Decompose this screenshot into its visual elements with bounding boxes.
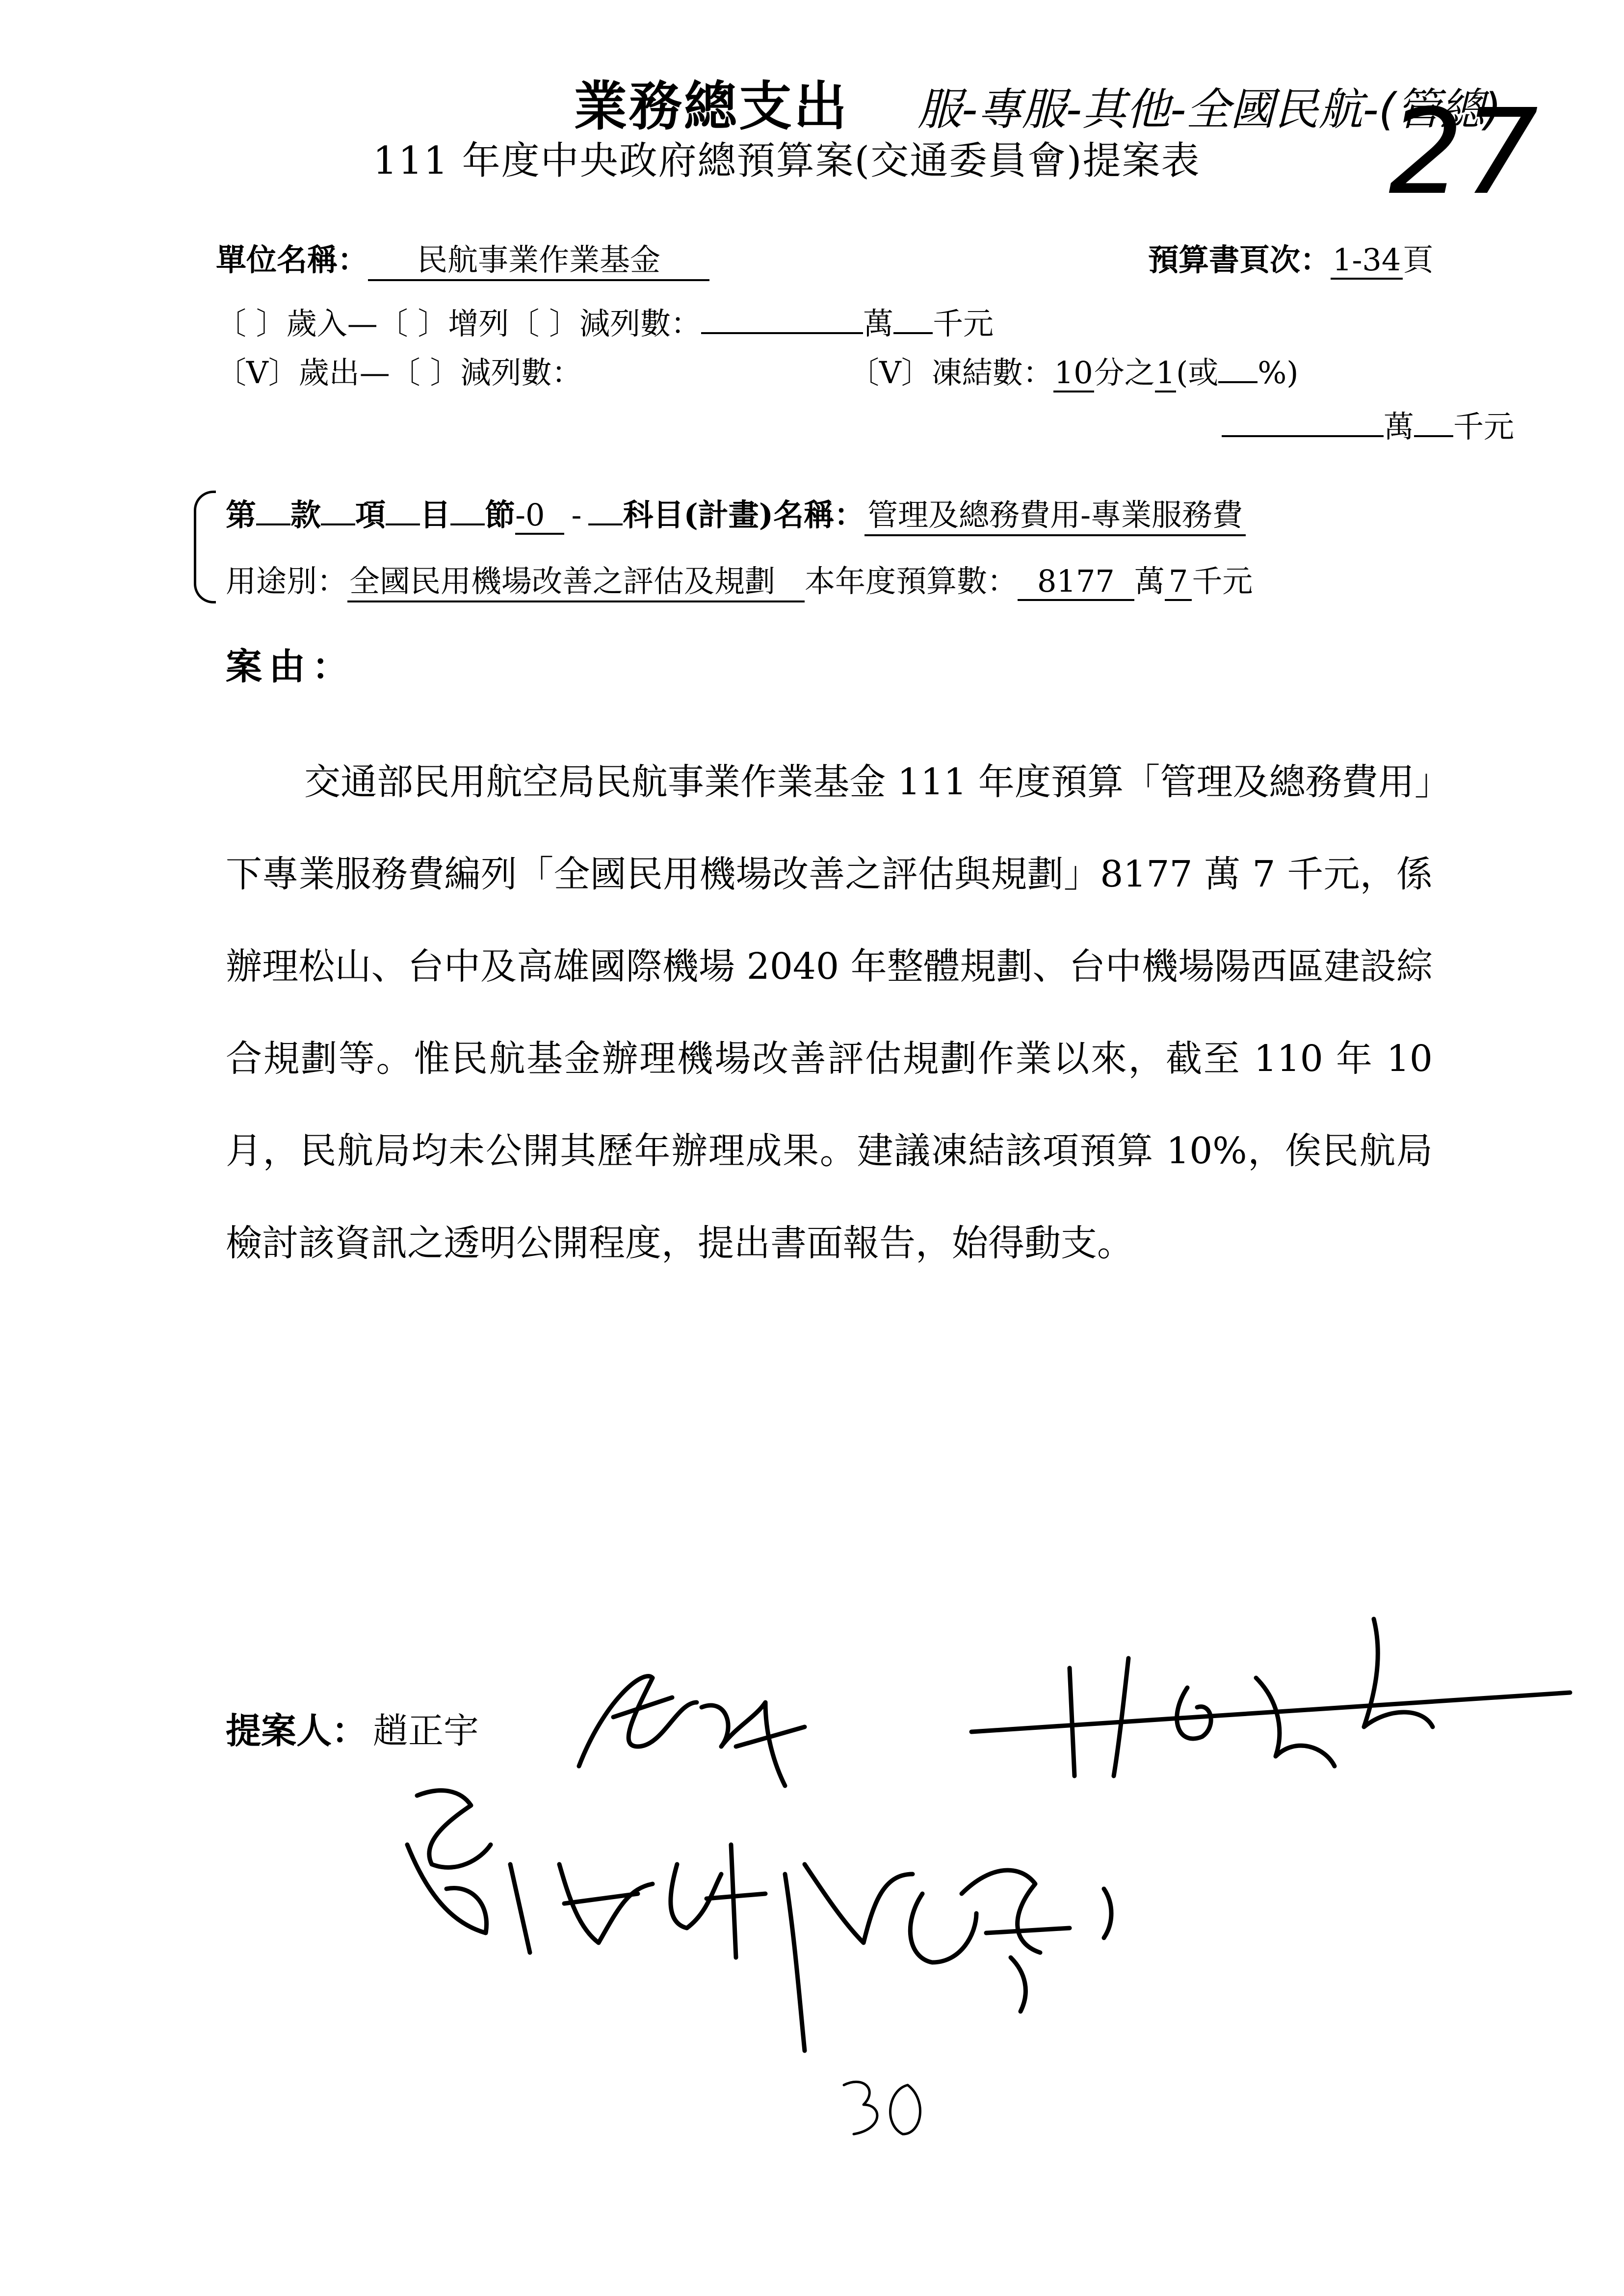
freeze-wan: 萬 [1384,409,1414,444]
revenue-text: 〔 〕歲入—〔 〕增列〔 〕減列數： [216,306,702,341]
revenue-qian: 千元 [933,306,994,341]
unit-value: 民航事業作業基金 [368,235,709,281]
reason-text: 交通部民用航空局民航事業作業基金 111 年度預算「管理及總務費用」下專業服務費編列「全國民用機場改善之評估與規劃」8177 萬 7 千元，係辦理松山、台中及高雄國際機場 2040 年整體規劃、台中機場陽西區建設綜合規劃等。惟民航基金辦理機場改善評估規劃作業以來，截至 110 年 10 月，民航局均未公開其歷年辦理成果。建議凍結該項預算 10%，俟民航局檢討該資訊之透明公開程度，提出書面報告，始得動支。 [226,761,1433,1264]
budget-wan-value: 8177 [1018,563,1134,601]
item-plan-name: 管理及總務費用-專業服務費 [864,491,1246,536]
freeze-or: (或 [1176,355,1219,391]
signature-4 [785,1864,1111,2051]
item-xiang: 項 [355,497,386,533]
freeze-pct: %) [1257,355,1299,391]
item-mu: 目 [420,497,451,533]
signature-1 [579,1676,805,1786]
reason-label: 案由： [226,646,355,688]
budget-label: 本年度預算數： [805,563,1018,599]
document-subtitle: 111 年度中央政府總預算案(交通委員會)提案表 [373,139,1201,183]
revenue-wan: 萬 [863,306,894,341]
item-jie: 節 [485,497,516,533]
signature-3 [407,1791,765,1957]
document-title: 業務總支出 [574,76,849,137]
proposer-label: 提案人： [226,1710,367,1751]
budget-page-suffix: 頁 [1403,242,1434,278]
handwritten-page-number: 27 [1388,83,1539,221]
budget-page-value: 1-34 [1331,242,1403,280]
freeze-denominator: 1 [1155,355,1176,392]
item-kuan-prefix: 第 [226,497,257,533]
handwritten-category-note: 服-專服-其他-全國民航-(管總) [917,84,1502,135]
unit-label: 單位名稱： [216,242,368,278]
bottom-handwritten-mark [844,2082,920,2134]
item-kuan: 款 [290,497,321,533]
signature-2 [971,1619,1570,1776]
purpose-value: 全國民用機場改善之評估及規劃 [347,557,805,602]
item-plan-label: 科目(計畫)名稱： [623,497,865,533]
item-jie-value: -0 [515,497,564,535]
proposer-name: 趙正宇 [373,1710,479,1751]
budget-qian-value: 7 [1165,563,1192,601]
freeze-label: 〔V〕凍結數： [849,355,1053,391]
budget-wan-unit: 萬 [1134,563,1165,599]
freeze-qian: 千元 [1453,409,1515,444]
freeze-mid: 分之 [1094,355,1155,391]
purpose-label: 用途別： [226,563,348,599]
expense-text: 〔V〕歲出—〔 〕減列數： [216,355,582,391]
freeze-numerator: 10 [1053,355,1094,392]
budget-page-label: 預算書頁次： [1148,242,1331,278]
budget-qian-unit: 千元 [1192,563,1253,599]
item-dash: - [571,497,582,533]
